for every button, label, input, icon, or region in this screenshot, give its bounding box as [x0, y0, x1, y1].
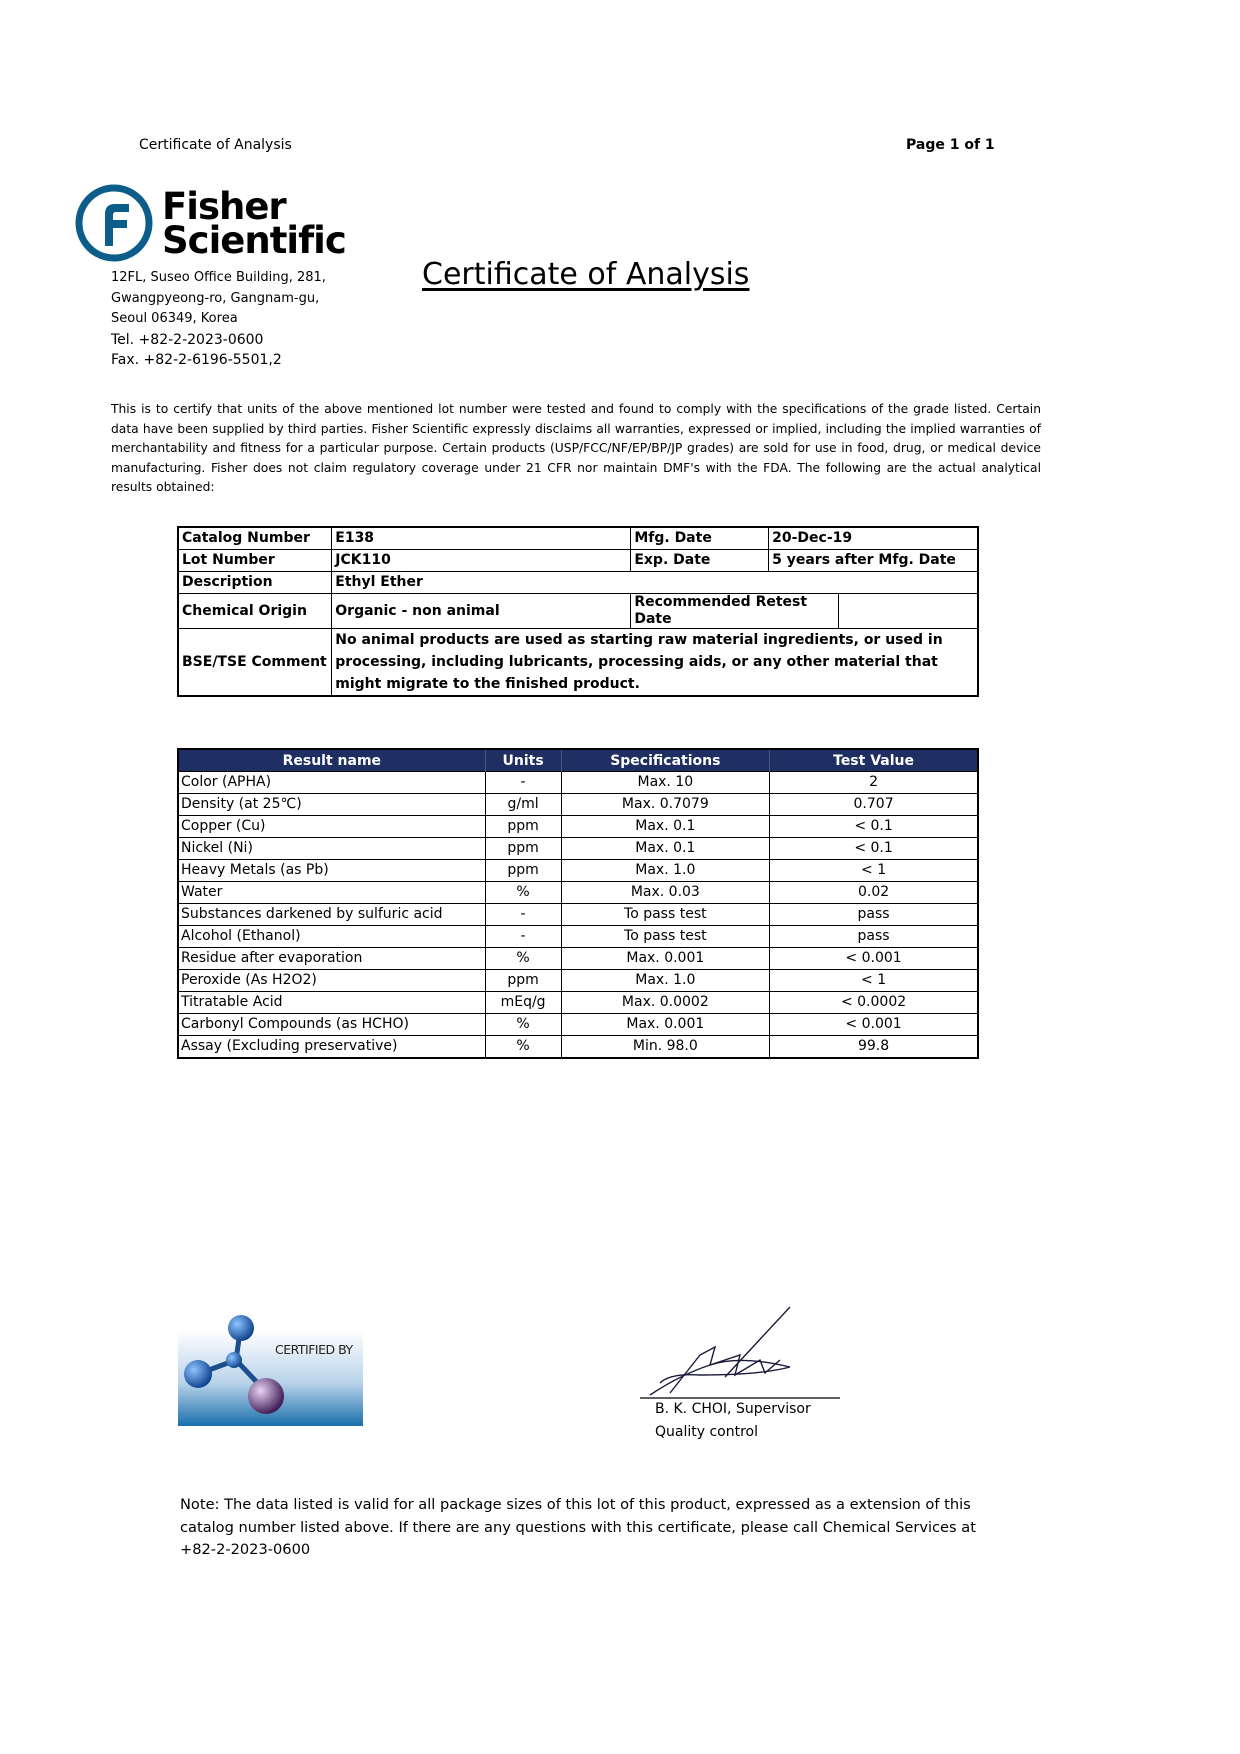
info-row	[178, 572, 978, 594]
retest-label: Recommended Retest Date	[631, 594, 839, 629]
origin-value: Organic - non animal	[332, 594, 631, 629]
result-specification: Max. 0.001	[561, 1014, 770, 1036]
result-specification: Max. 10	[561, 772, 770, 794]
bse-label: BSE/TSE Comment	[178, 629, 332, 697]
mfg-date-label: Mfg. Date	[631, 527, 769, 550]
signature-name	[655, 1398, 811, 1444]
result-test-value: pass	[770, 904, 978, 926]
address-fax: Fax. +82-2-6196-5501,2	[111, 352, 282, 368]
result-specification: Max. 0.03	[561, 882, 770, 904]
result-row	[178, 882, 978, 904]
info-row	[178, 527, 978, 550]
result-name: Substances darkened by sulfuric acid	[178, 904, 485, 926]
result-row	[178, 1014, 978, 1036]
origin-label: Chemical Origin	[178, 594, 332, 629]
result-units: -	[485, 926, 561, 948]
signer-name: B. K. CHOI, Supervisor	[655, 1401, 811, 1417]
result-units: mEq/g	[485, 992, 561, 1014]
result-units: %	[485, 1014, 561, 1036]
result-specification: Max. 0.1	[561, 838, 770, 860]
column-header: Specifications	[561, 749, 770, 772]
address-line: Gwangpyeong-ro, Gangnam-gu,	[111, 290, 320, 306]
result-test-value: < 0.001	[770, 1014, 978, 1036]
result-test-value: < 0.1	[770, 816, 978, 838]
company-address	[111, 268, 326, 371]
result-row	[178, 904, 978, 926]
mfg-date-value: 20-Dec-19	[769, 527, 978, 550]
exp-date-value: 5 years after Mfg. Date	[769, 550, 978, 572]
description-label: Description	[178, 572, 332, 594]
result-name: Residue after evaporation	[178, 948, 485, 970]
result-name: Peroxide (As H2O2)	[178, 970, 485, 992]
result-row	[178, 948, 978, 970]
intro-paragraph: This is to certify that units of the above mentioned lot number were tested and found to comply with the specifications of the grade listed. Certain data have been supplied by third parties. Fisher Scientific expressly disclaims all warranties, expressed or implied, including the implied warranties of merchantability and fitness for a particular purpose. Certain products (USP/FCC/NF/EP/BP/JP grades) are sold for use in food, drug, or medical device manufacturing. Fisher does not claim regulatory coverage under 21 CFR nor maintain DMF's with the FDA. The following are the actual analytical results obtained:	[111, 402, 1041, 495]
column-header: Result name	[178, 749, 485, 772]
result-specification: Max. 1.0	[561, 970, 770, 992]
result-name: Color (APHA)	[178, 772, 485, 794]
catalog-value: E138	[332, 527, 631, 550]
logo-text-fisher: Fisher	[162, 185, 286, 228]
result-units: -	[485, 904, 561, 926]
result-name: Titratable Acid	[178, 992, 485, 1014]
result-test-value: < 1	[770, 860, 978, 882]
result-test-value: 2	[770, 772, 978, 794]
logo-text-scientific: Scientific	[162, 219, 346, 262]
fisher-logo-icon	[75, 184, 153, 262]
result-units: ppm	[485, 816, 561, 838]
results-table	[177, 748, 979, 1059]
result-specification: Max. 0.7079	[561, 794, 770, 816]
result-specification: To pass test	[561, 926, 770, 948]
info-row	[178, 629, 978, 697]
result-test-value: 0.707	[770, 794, 978, 816]
result-test-value: pass	[770, 926, 978, 948]
result-units: -	[485, 772, 561, 794]
result-test-value: 99.8	[770, 1036, 978, 1059]
footer-note: Note: The data listed is valid for all package sizes of this lot of this product, expressed as a extension of this catalog number listed above. If there are any questions with this certificate, please call Chemical Services at +82-2-2023-0600	[180, 1496, 976, 1559]
results-header-row	[178, 749, 978, 772]
info-row	[178, 594, 978, 629]
result-units: ppm	[485, 838, 561, 860]
result-test-value: < 0.0002	[770, 992, 978, 1014]
result-name: Density (at 25℃)	[178, 794, 485, 816]
retest-value	[838, 594, 978, 629]
result-units: ppm	[485, 970, 561, 992]
exp-date-label: Exp. Date	[631, 550, 769, 572]
result-test-value: 0.02	[770, 882, 978, 904]
result-test-value: < 1	[770, 970, 978, 992]
description-value: Ethyl Ether	[332, 572, 978, 594]
page-number: Page 1 of 1	[906, 137, 995, 153]
result-specification: Max. 0.001	[561, 948, 770, 970]
result-name: Water	[178, 882, 485, 904]
result-units: g/ml	[485, 794, 561, 816]
result-row	[178, 794, 978, 816]
address-tel: Tel. +82-2-2023-0600	[111, 331, 264, 348]
address-line: Seoul 06349, Korea	[111, 311, 238, 326]
result-row	[178, 838, 978, 860]
header-title: Certificate of Analysis	[139, 137, 292, 153]
column-header: Test Value	[770, 749, 978, 772]
result-specification: Min. 98.0	[561, 1036, 770, 1059]
certified-by-label: CERTIFIED BY	[275, 1342, 353, 1357]
result-row	[178, 772, 978, 794]
bse-value: No animal products are used as starting raw material ingredients, or used in processing, including lubricants, processing aids, or any other material that might migrate to the finished product.	[332, 629, 978, 697]
info-row	[178, 550, 978, 572]
result-test-value: < 0.001	[770, 948, 978, 970]
result-specification: To pass test	[561, 904, 770, 926]
certified-by-logo	[178, 1310, 363, 1426]
result-row	[178, 992, 978, 1014]
result-specification: Max. 0.0002	[561, 992, 770, 1014]
product-info-table	[177, 526, 979, 697]
lot-label: Lot Number	[178, 550, 332, 572]
result-name: Nickel (Ni)	[178, 838, 485, 860]
signer-department: Quality control	[655, 1424, 759, 1440]
result-row	[178, 970, 978, 992]
result-row	[178, 860, 978, 882]
result-specification: Max. 1.0	[561, 860, 770, 882]
address-line: 12FL, Suseo Office Building, 281,	[111, 270, 326, 285]
result-row	[178, 926, 978, 948]
signature-graphic	[640, 1305, 840, 1405]
document-title: Certificate of Analysis	[422, 257, 750, 292]
result-name: Copper (Cu)	[178, 816, 485, 838]
lot-value: JCK110	[332, 550, 631, 572]
results-body	[178, 772, 978, 1059]
result-specification: Max. 0.1	[561, 816, 770, 838]
result-units: %	[485, 1036, 561, 1059]
result-test-value: < 0.1	[770, 838, 978, 860]
result-name: Heavy Metals (as Pb)	[178, 860, 485, 882]
column-header: Units	[485, 749, 561, 772]
result-units: ppm	[485, 860, 561, 882]
result-name: Assay (Excluding preservative)	[178, 1036, 485, 1059]
result-name: Carbonyl Compounds (as HCHO)	[178, 1014, 485, 1036]
result-row	[178, 1036, 978, 1059]
result-units: %	[485, 882, 561, 904]
result-units: %	[485, 948, 561, 970]
result-row	[178, 816, 978, 838]
catalog-label: Catalog Number	[178, 527, 332, 550]
result-name: Alcohol (Ethanol)	[178, 926, 485, 948]
